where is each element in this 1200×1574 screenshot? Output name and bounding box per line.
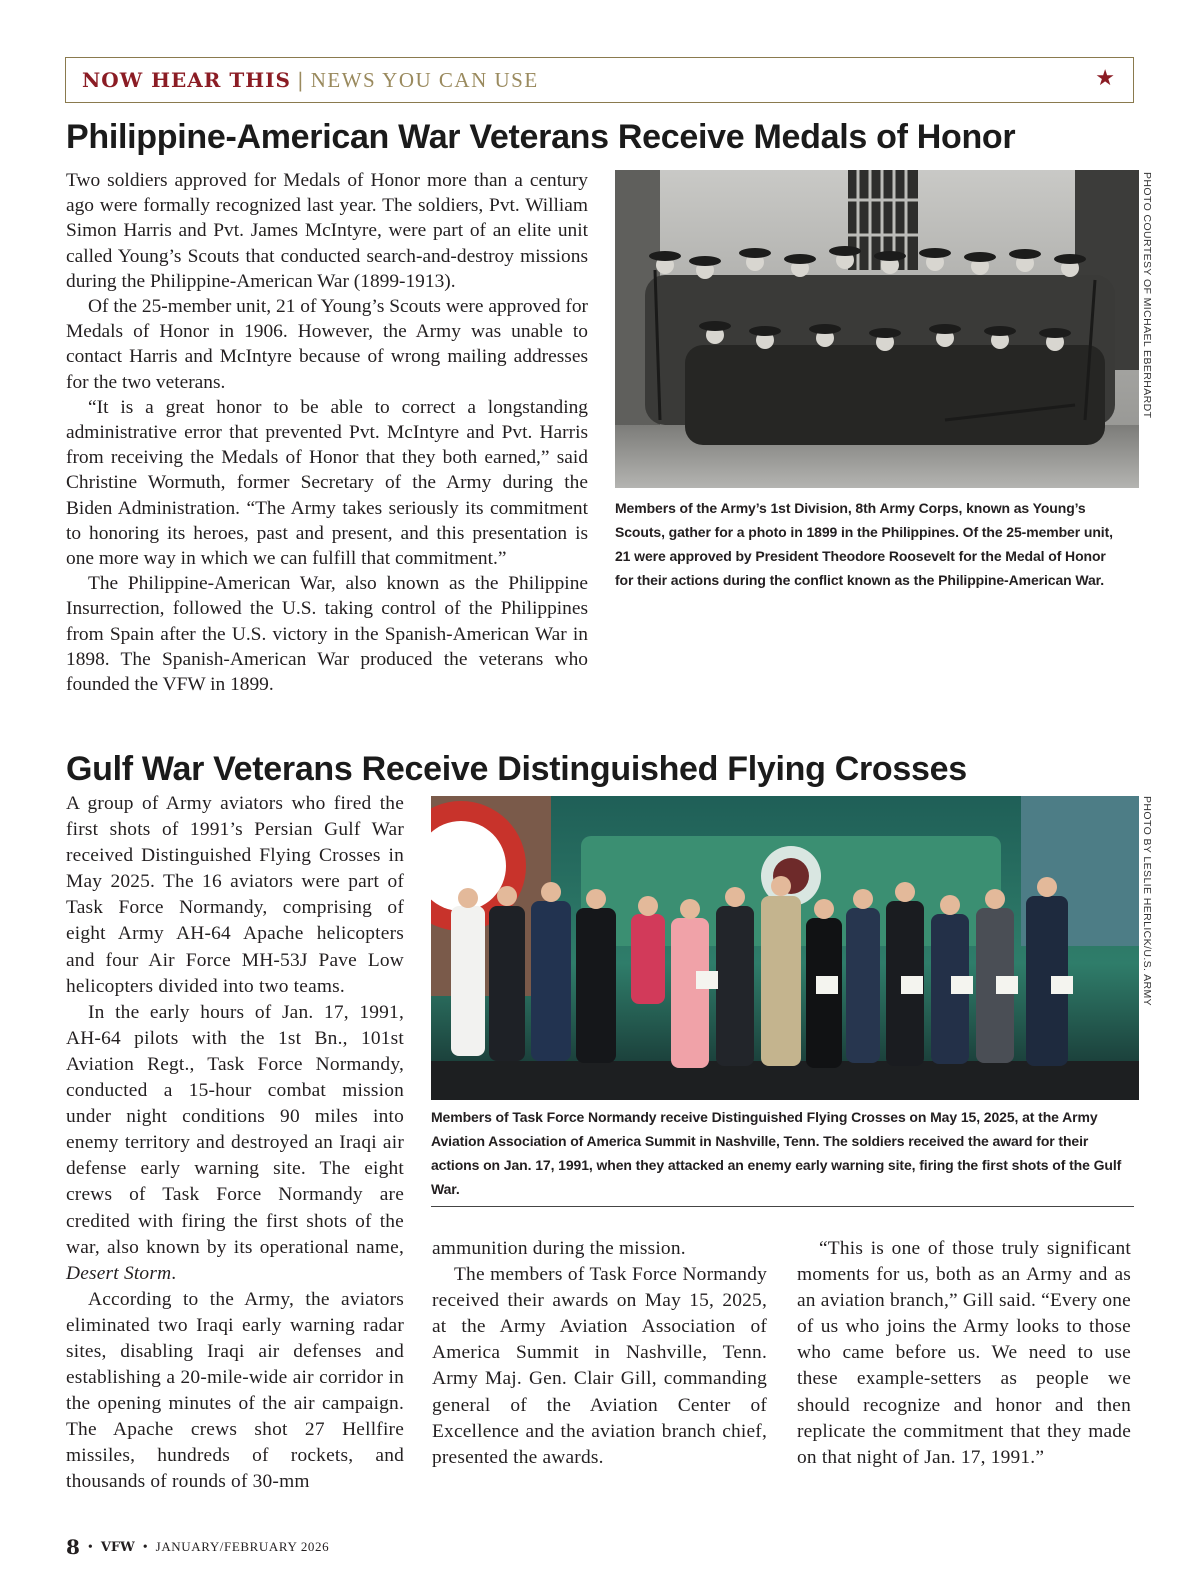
article-2-column-2 xyxy=(432,1236,767,1471)
article-2-paragraph: According to the Army, the aviators eliminated two Iraqi early warning radar sites, disabling Iraqi air defenses and establishing a 20-mile-wide air corridor in the opening minutes of the air campaign. The Apache crews shot 27 Hellfire missiles, hundreds of rockets, and thousands of rounds of 30-mm xyxy=(66,1288,404,1493)
page-number: 8 xyxy=(66,1535,80,1559)
article-2-paragraph: “This is one of those truly significant moments for us, both as an Army and as an aviation branch,” Gill said. “Every one of us who joins the Army looks to those who came before us. We need to use these example-setters as people we should recognize and honor and then replicate the commitment that they made on that night of Jan. 17, 1991.” xyxy=(797,1238,1131,1468)
photo-credit: PHOTO COURTESY OF MICHAEL EBERHARDT xyxy=(1141,172,1153,419)
issue-date: JANUARY/FEBRUARY 2026 xyxy=(155,1539,330,1554)
article-2-paragraph: ammunition during the mission. xyxy=(432,1238,686,1259)
section-name: NOW HEAR THIS xyxy=(82,68,291,92)
article-2-paragraph-text: In the early hours of Jan. 17, 1991, AH-64 pilots with the 1st Bn., 101st Aviation Regt., Task Force Normandy, conducted a 15-hour combat mission under night conditions 90 miles into enemy territory and destroyed an Iraqi air defense early warning site. The eight crews of Task Force Normandy are credited with firing the first shots of the war, also known by its operational name, xyxy=(66,1001,404,1258)
page-footer xyxy=(66,1535,329,1559)
article-2-paragraph: A group of Army aviators who fired the first shots of 1991’s Persian Gulf War received Distinguished Flying Crosses in May 2025. The 16 aviators were part of Task Force Normandy, comprising of eight Army AH-64 Apache helicopters and four Air Force MH-53J Pave Low helicopters divided into two teams. xyxy=(66,793,404,997)
youngs-scouts-photo xyxy=(615,170,1139,488)
article-2-paragraph: In the early hours of Jan. 17, 1991, AH-64 pilots with the 1st Bn., 101st Aviation Regt., Task Force Normandy, conducted a 15-hour combat mission under night conditions 90 miles into enemy territory and destroyed an Iraqi air defense early warning site. The eight crews of Task Force Normandy are credited with firing the first shots of the war, also known by its operational name, Desert Storm. xyxy=(66,1001,404,1284)
article-1-headline: Philippine-American War Veterans Receive Medals of Honor xyxy=(66,118,1016,156)
magazine-name: VFW xyxy=(100,1540,135,1555)
caption-divider xyxy=(431,1206,1134,1207)
operation-name: Desert Storm xyxy=(66,1262,172,1284)
section-banner xyxy=(65,57,1134,103)
photo-caption: Members of the Army’s 1st Division, 8th Army Corps, known as Young’s Scouts, gather for a photo in 1899 in the Philippines. Of the 25-member unit, 21 were approved by President Theodore Roosevelt for the Medal of Honor for their actions during the conflict known as the Philippine-American War. xyxy=(615,500,1113,588)
article-1-paragraph: Of the 25-member unit, 21 of Young’s Scouts were approved for Medals of Honor in 1906. However, the Army was unable to contact Harris and McIntyre because of wrong mailing addresses for the two veterans. xyxy=(66,296,588,393)
footer-bullet: • xyxy=(142,1540,148,1555)
subsection-name: NEWS YOU CAN USE xyxy=(310,68,539,92)
article-2-headline: Gulf War Veterans Receive Distinguished Flying Crosses xyxy=(66,750,967,788)
article-1-body xyxy=(66,168,588,697)
article-2-paragraph: The members of Task Force Normandy received their awards on May 15, 2025, at the Army Aviation Association of America Summit in Nashville, Tenn. Army Maj. Gen. Clair Gill, commanding general of the Aviation Center of Excellence and the aviation branch chief, presented the awards. xyxy=(432,1264,767,1468)
photo-caption: Members of Task Force Normandy receive Distinguished Flying Crosses on May 15, 2025, at the Army Aviation Association of America Summit in Nashville, Tenn. The soldiers received the award for their actions on Jan. 17, 1991, when they attacked an enemy early warning site, firing the first shots of the Gulf War. xyxy=(431,1109,1122,1197)
article-1-paragraph: The Philippine-American War, also known as the Philippine Insurrection, followed the U.S. taking control of the Philippines from Spain after the U.S. victory in the Spanish-American War in 1898. The Spanish-American War produced the veterans who founded the VFW in 1899. xyxy=(66,573,588,696)
award-ceremony-photo-graphic xyxy=(431,796,1139,1100)
banner-separator: | xyxy=(296,68,305,92)
article-2-column-3 xyxy=(797,1236,1131,1471)
article-1-paragraph: “It is a great honor to be able to correct a longstanding administrative error that prevented Pvt. McIntyre and Pvt. Harris from receiving the Medals of Honor that they both earned,” said Christine Wormuth, former Secretary of the Army during the Biden Administration. “The Army takes seriously its commitment to honoring its heroes, past and present, and this presentation is one more way in which we can fulfill that commitment.” xyxy=(66,396,588,570)
article-1-paragraph: Two soldiers approved for Medals of Honor more than a century ago were formally recognized last year. The soldiers, Pvt. William Simon Harris and Pvt. James McIntyre, were part of an elite unit called Young’s Scouts that conducted search-and-destroy missions during the Philippine-American War (1899-1913). xyxy=(66,170,588,292)
banner-title xyxy=(82,68,539,93)
article-2-column-1 xyxy=(66,791,404,1496)
award-ceremony-photo xyxy=(431,796,1139,1100)
footer-bullet: • xyxy=(87,1540,93,1555)
star-icon: ★ xyxy=(1095,66,1115,91)
photo-credit: PHOTO BY LESLIE HERLICK/U.S. ARMY xyxy=(1141,796,1153,1007)
youngs-scouts-photo-graphic xyxy=(615,170,1139,488)
